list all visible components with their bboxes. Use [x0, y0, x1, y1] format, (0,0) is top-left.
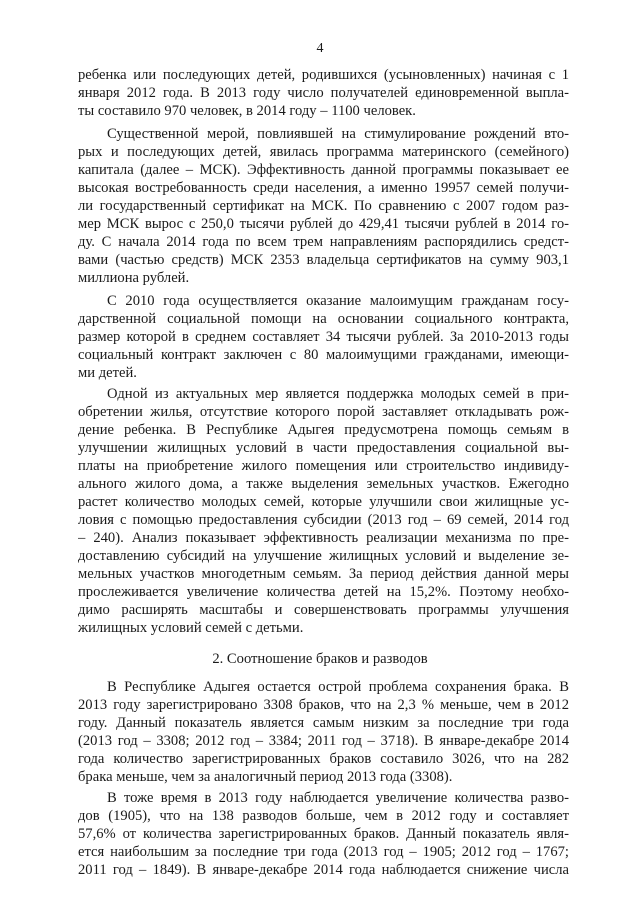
- text-line: размер которой в среднем составляет 34 тысячи рублей. За 2010-2013 годы: [78, 329, 569, 345]
- text-line: 2013 году зарегистрировано 3308 браков, что на 2,3 % меньше, чем в 2012: [78, 697, 569, 713]
- text-line: С 2010 года осуществляется оказание малоимущим гражданам госу-: [107, 293, 569, 309]
- text-line: прослеживается увеличение количества детей на 15,2%. Поэтому необхо-: [78, 584, 569, 600]
- text-line: января 2012 года. В 2013 году число получателей единовременной выпла-: [78, 85, 569, 101]
- text-line: доставлению субсидий на улучшение жилищных условий и выделение зе-: [78, 548, 569, 564]
- text-line: (2013 год – 3308; 2012 год – 3384; 2011 год – 3718). В январе-декабре 2014: [78, 733, 569, 749]
- text-line: растет количество молодых семей, которые улучшили свои жилищные ус-: [78, 494, 569, 510]
- text-line: ду. С начала 2014 года по всем трем направлениям распорядились средст-: [78, 234, 569, 250]
- text-line: миллиона рублей.: [78, 270, 190, 286]
- text-line: В тоже время в 2013 году наблюдается увеличение количества разво-: [107, 790, 569, 806]
- text-line: жилищных условий семей с детьми.: [78, 620, 304, 636]
- text-line: обретении жилья, отсутствие которого порой заставляет откладывать рож-: [78, 404, 569, 420]
- text-line: ловия с помощью предоставления субсидии (2013 год – 69 семей, 2014 год: [78, 512, 569, 528]
- text-line: дение ребенка. В Республике Адыгея предусмотрена помощь семьям в: [78, 422, 569, 438]
- text-line: ется наибольшим за последние три года (2013 год – 1905; 2012 год – 1767;: [78, 844, 569, 860]
- text-line: брака меньше, чем за аналогичный период 2013 года (3308).: [78, 769, 453, 785]
- text-line: мер МСК вырос с 250,0 тысячи рублей до 429,41 тысячи рублей в 2014 го-: [78, 216, 569, 232]
- text-line: 2011 год – 1849). В январе-декабре 2014 года наблюдается снижение числа: [78, 862, 569, 878]
- text-line: вами (частью средств) МСК 2353 владельца сертификатов на сумму 903,1: [78, 252, 569, 268]
- text-line: высокая востребованность среди населения, а именно 19957 семей получи-: [78, 180, 569, 196]
- text-line: году. Данный показатель является самым низким за последние три года: [78, 715, 569, 731]
- text-line: 57,6% от количества зарегистрированных браков. Данный показатель явля-: [78, 826, 569, 842]
- section-heading: 2. Соотношение браков и разводов: [212, 651, 428, 667]
- page-number: 4: [316, 41, 324, 56]
- text-line: Одной из актуальных мер является поддержка молодых семей в при-: [107, 386, 569, 402]
- text-line: Существенной мерой, повлиявшей на стимулирование рождений вто-: [107, 126, 569, 142]
- text-line: – 240). Анализ показывает эффективность реализации механизма по пре-: [78, 530, 569, 546]
- text-line: года количество зарегистрированных браков составило 3026, что на 282: [78, 751, 569, 767]
- text-line: димо расширять масштабы и совершенствовать программы улучшения: [78, 602, 569, 618]
- text-line: мельных участков многодетным семьям. За период действия данной меры: [78, 566, 569, 582]
- text-line: ли государственный сертификат на МСК. По сравнению с 2007 годом раз-: [78, 198, 569, 214]
- text-line: социальный контракт заключен с 80 малоимущими гражданами, имеющи-: [78, 347, 569, 363]
- text-line: рых и последующих детей, явилась программа материнского (семейного): [78, 144, 569, 160]
- text-line: ребенка или последующих детей, родившихся (усыновленных) начиная с 1: [78, 67, 569, 83]
- text-line: ального жилого дома, а также выделения земельных участков. Ежегодно: [78, 476, 569, 492]
- text-line: дарственной социальной помощи на основании социального контракта,: [78, 311, 569, 327]
- text-line: платы на приобретение жилого помещения или строительство индивиду-: [78, 458, 569, 474]
- text-line: В Республике Адыгея остается острой проблема сохранения брака. В: [107, 679, 569, 695]
- text-line: капитала (далее – МСК). Эффективность данной программы показывает ее: [78, 162, 569, 178]
- text-line: ми детей.: [78, 365, 137, 381]
- text-line: улучшении жилищных условий в части предоставления социальной вы-: [78, 440, 569, 456]
- text-line: дов (1905), что на 138 разводов больше, чем в 2012 году и составляет: [78, 808, 569, 824]
- text-line: ты составило 970 человек, в 2014 году – 1100 человек.: [78, 103, 416, 119]
